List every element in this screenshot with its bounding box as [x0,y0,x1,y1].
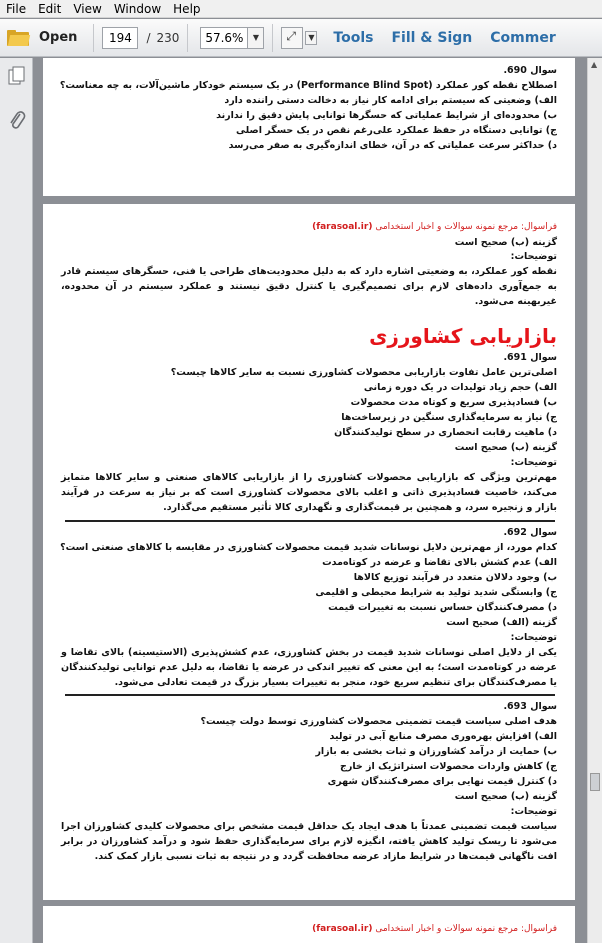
expand-icon[interactable]: ⤢ [281,27,303,49]
option-a: الف) حجم زیاد تولیدات در یک دوره زمانی [363,382,557,393]
question-number: سوال 691. [503,352,557,363]
question-text: هدف اصلی سیاست قیمت تضمینی محصولات کشاورزی توسط دولت چیست؟ [200,716,557,727]
paperclip-icon[interactable] [8,110,26,130]
option-b: ب) وجود دلالان متعدد در فرآیند توزیع کالاها [353,572,557,583]
option-c: ج) نیاز به سرمایه‌گذاری سنگین در زیرساخت‌ها [341,412,557,423]
pdf-page [43,906,575,943]
fill-sign-button[interactable]: Fill & Sign [391,29,473,46]
option-b: ب) محدوده‌ای از شرایط عملیاتی که حسگرها توانایی پایش دقیق را ندارند [216,110,557,121]
toolbar [0,19,602,57]
option-d: د) حداکثر سرعت عملیاتی که در آن، خطای اندازه‌گیری به صفر می‌رسد [228,140,557,151]
vertical-scrollbar[interactable] [587,58,602,943]
answer-text: گزینه (ب) صحیح است [454,237,557,248]
document-view[interactable] [33,58,587,943]
option-c: ج) کاهش واردات محصولات استراتژیک از خارج [340,761,557,772]
page-header [61,922,557,936]
answer-text: گزینه (ب) صحیح است [454,442,557,453]
question-text: کدام مورد، از مهم‌ترین دلایل نوسانات شدید قیمت محصولات کشاورزی در مقایسه با کالاهای صنعتی است؟ [60,542,557,553]
question-number: سوال 693. [503,701,557,712]
explanation-label: توضیحات: [510,806,557,817]
menu-view[interactable]: View [73,1,102,16]
question-text: اصلی‌ترین عامل تفاوت بازاریابی محصولات کشاورزی نسبت به سایر کالاها چیست؟ [170,367,557,378]
explanation-label: توضیحات: [510,251,557,262]
tools-button[interactable]: Tools [333,29,374,46]
page-separator: / [146,30,151,45]
question-number: سوال 690. [503,65,557,76]
explanation-text: سیاست قیمت تضمینی عمدتاً با هدف ایجاد یک حداقل قیمت مشخص برای محصولات کلیدی کشاورزان اجرا می‌شود تا ریسک تولید کاهش یافته، انگیزه لازم برای سرمایه‌گذاری حفظ شود و درآمد کشاورزان در برابر افت ناگهانی قیمت‌ها در شرایط مازاد عرضه محافظت گردد و در نتیجه به ثبات نسبی بازار کمک کند. [61,821,557,862]
scrollbar-thumb[interactable] [590,773,600,791]
explanation-text: مهم‌ترین ویژگی که بازاریابی محصولات کشاورزی را از بازاریابی کالاهای صنعتی و سایر کالاها متمایز می‌کند، خاصیت فسادپذیری ذاتی و اغلب بالای محصولات کشاورزی است که بر نیاز به سرعت در فرآیند بازار و زنجیره سرد، و همچنین بر قیمت‌گذاری و نگهداری کالا تأثیر مستقیم می‌گذارد. [61,472,557,513]
menu-window[interactable]: Window [113,1,162,16]
divider [65,520,555,522]
toolbar-divider [272,24,273,52]
header-site-link[interactable]: (farasoal.ir) [312,222,373,232]
zoom-dropdown-icon[interactable]: ▼ [248,27,264,49]
answer-text: گزینه (ب) صحیح است [454,791,557,802]
page-header [61,220,557,234]
explanation-label: توضیحات: [510,457,557,468]
header-text: فراسوال: مرجع نمونه سوالات و اخبار استخدامی [375,222,557,232]
option-a: الف) افزایش بهره‌وری مصرف منابع آبی در تولید [329,731,557,742]
option-a: الف) وضعیتی که سیستم برای ادامه کار نیاز به دخالت دستی راننده دارد [224,95,557,106]
menu-file[interactable]: File [6,1,27,16]
option-c: ج) توانایی دستگاه در حفظ عملکرد علی‌رغم نقص در یک حسگر اصلی [236,125,557,136]
option-d: د) ماهیت رقابت انحصاری در سطح تولیدکنندگان [334,427,557,438]
option-c: ج) وابستگی شدید تولید به شرایط محیطی و اقلیمی [315,587,557,598]
navigation-pane [0,58,33,943]
toolbar-divider [93,24,94,52]
pages-icon[interactable] [8,66,26,86]
page-number-input[interactable]: 194 [102,27,138,49]
divider [65,694,555,696]
option-d: د) کنترل قیمت نهایی برای مصرف‌کنندگان شهری [327,776,557,787]
header-text: فراسوال: مرجع نمونه سوالات و اخبار استخدامی [375,924,557,934]
question-text: اصطلاح نقطه کور عملکرد (Performance Blind Spot) در یک سیستم خودکار ماشین‌آلات، به چه معناست؟ [59,80,557,91]
page-total: 230 [156,30,180,45]
comment-button[interactable]: Commer [490,29,556,46]
menu-help[interactable]: Help [173,1,201,16]
chevron-down-icon[interactable]: ▼ [305,31,317,45]
folder-open-icon [7,30,29,46]
open-label: Open [39,30,78,45]
scroll-up-icon[interactable]: ▲ [591,60,598,69]
pdf-page [43,58,575,196]
answer-text: گزینه (الف) صحیح است [446,617,557,628]
header-site-link[interactable]: (farasoal.ir) [312,924,373,934]
zoom-control [196,27,264,49]
menu-edit[interactable]: Edit [38,1,62,16]
open-button[interactable] [7,23,85,53]
option-b: ب) حمایت از درآمد کشاورزان و ثبات بخشی به بازار [315,746,557,757]
option-d: د) مصرف‌کنندگان حساس نسبت به تغییرات قیمت [328,602,557,613]
explanation-text: نقطه کور عملکرد، به وضعیتی اشاره دارد که به دلیل محدودیت‌های طراحی یا فنی، حسگرهای سیستم قادر به جمع‌آوری داده‌های لازم برای تصمیم‌گیری یا کنترل دقیق نیستند و عملکرد سیستم در آن محدوده، غیربهینه می‌شود. [61,266,557,307]
section-title: بازاریابی کشاورزی [369,324,557,348]
explanation-label: توضیحات: [510,632,557,643]
option-b: ب) فسادپذیری سریع و کوتاه مدت محصولات [350,397,557,408]
zoom-input[interactable]: 57.6% [200,27,248,49]
pdf-page [43,204,575,900]
menu-bar [0,0,602,18]
question-number: سوال 692. [503,527,557,538]
option-a: الف) عدم کشش بالای تقاضا و عرضه در کوتاه‌مدت [322,557,557,568]
explanation-text: یکی از دلایل اصلی نوسانات شدید قیمت در بخش کشاورزی، عدم کشش‌پذیری (الاستیسیته) بالای تقاضا و عرضه در کوتاه‌مدت است؛ به این معنی که تغییر اندکی در عرضه یا تقاضا، به دلیل عدم توانایی تولیدکنندگان یا مصرف‌کنندگان برای تنظیم سریع خود، منجر به تغییرات بسیار بزرگ در قیمت تعادلی می‌شود. [61,647,557,688]
toolbar-divider [187,24,188,52]
